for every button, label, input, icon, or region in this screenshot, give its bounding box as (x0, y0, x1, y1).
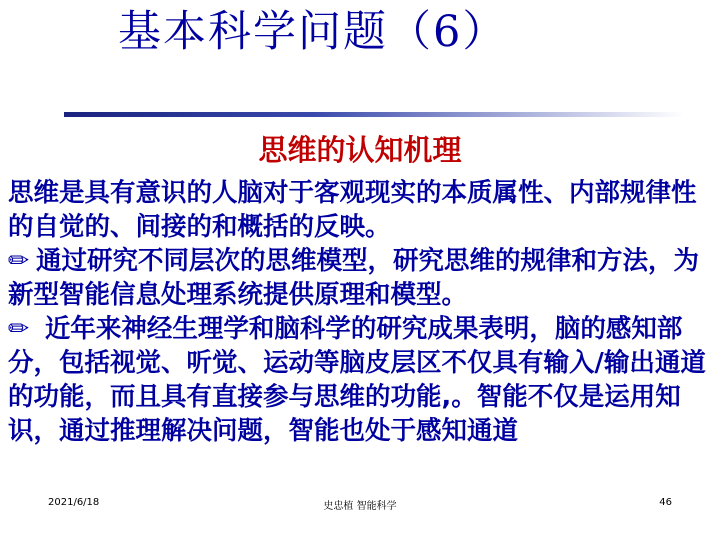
pencil-bullet-icon: ✏ (8, 246, 30, 276)
footer-page-number: 46 (659, 497, 672, 508)
slide-subtitle: 思维的认知机理 (258, 133, 462, 167)
paragraph-text: 思维是具有意识的人脑对于客观现实的本质属性、内部规律性的自觉的、间接的和概括的反映。 (8, 178, 697, 242)
paragraph-definition (8, 176, 712, 244)
slide-body (8, 176, 712, 448)
title-divider (64, 112, 684, 117)
footer-author: 史忠植 智能科学 (323, 501, 397, 512)
pencil-bullet-icon: ✏ (8, 314, 30, 344)
slide-title: 基本科学问题（6） (118, 7, 508, 57)
paragraph-research (8, 244, 712, 312)
paragraph-text: 通过研究不同层次的思维模型，研究思维的规律和方法，为新型智能信息处理系统提供原理和模型。 (8, 246, 700, 310)
footer-date: 2021/6/18 (48, 497, 100, 508)
paragraph-neuroscience (8, 312, 712, 448)
paragraph-text: 近年来神经生理学和脑科学的研究成果表明，脑的感知部分，包括视觉、听觉、运动等脑皮层区不仅具有输入/输出通道的功能，而且具有直接参与思维的功能,。智能不仅是运用知识，通过推理解决问题，智能也处于感知通道 (8, 314, 706, 446)
